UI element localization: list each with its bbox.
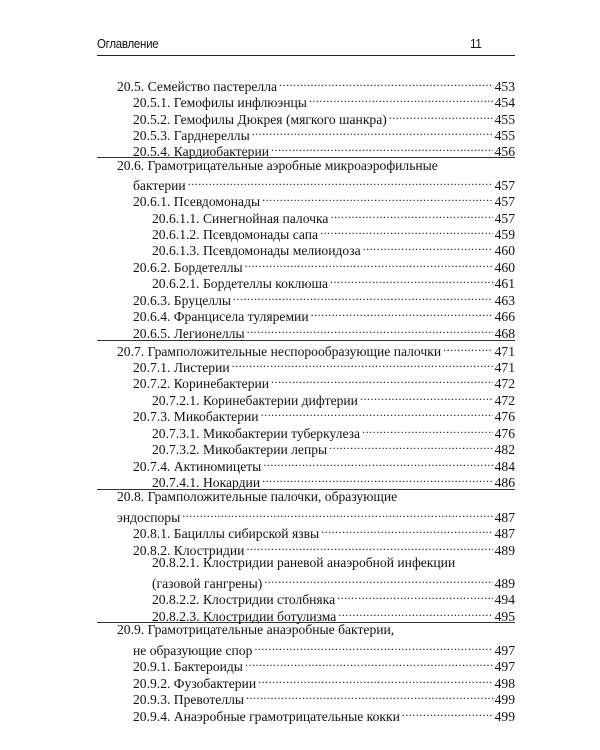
dot-leader — [279, 75, 493, 91]
toc-entry — [133, 256, 515, 275]
dot-leader — [263, 455, 492, 471]
dot-leader — [402, 705, 493, 721]
toc-entry — [152, 572, 515, 591]
toc-entry-title: 20.5.4. Кардиобактерии — [133, 144, 270, 159]
toc-entry-page: 463 — [494, 293, 515, 308]
toc-entry-page: 460 — [494, 260, 515, 275]
toc-entry-page: 489 — [494, 543, 515, 558]
toc-entry-page: 455 — [494, 128, 515, 143]
toc-entry-page: 453 — [494, 79, 515, 94]
section-separator — [97, 157, 515, 158]
toc-entry-title: 20.7.2.1. Коринебактерии дифтерии — [152, 393, 358, 408]
toc-entry-page: 455 — [494, 112, 515, 127]
toc-entry — [152, 223, 515, 242]
toc-entry-title: 20.6.3. Бруцеллы — [133, 293, 232, 308]
toc-entry — [133, 455, 515, 474]
toc-entry-title: 20.8.2. Клостридии — [133, 543, 245, 558]
toc-entry — [133, 672, 515, 691]
dot-leader — [233, 289, 493, 305]
dot-leader — [232, 356, 493, 372]
toc-entry-title: 20.6.1.3. Псевдомонады мелиоидоза — [152, 243, 361, 258]
toc-entry-page: 497 — [494, 643, 515, 658]
toc-entry-title: 20.8.2.2. Клостридии столбняка — [152, 592, 336, 607]
toc-entry-title: 20.7.4.1. Нокардии — [152, 475, 261, 490]
dot-leader — [338, 605, 492, 621]
toc-entry-page: 476 — [494, 409, 515, 424]
toc-entry-title: 20.7.3.1. Микобактерии туберкулеза — [152, 426, 361, 441]
toc-entry-title: 20.6.1.2. Псевдомонады сапа — [152, 227, 319, 242]
toc-entry-title: 20.9.1. Бактероиды — [133, 659, 243, 674]
dot-leader — [443, 340, 493, 356]
toc-entry-title: 20.7.3.2. Микобактерии лепры — [152, 442, 328, 457]
dot-leader — [389, 108, 493, 124]
toc-entry — [133, 372, 515, 391]
toc-entry-page: 471 — [494, 360, 515, 375]
dot-leader — [330, 272, 493, 288]
toc-entry — [117, 75, 515, 94]
dot-leader — [362, 422, 493, 438]
toc-entry-page: 476 — [494, 426, 515, 441]
section-separator — [97, 340, 515, 341]
toc-entry-title: не образующие спор — [133, 643, 253, 658]
dot-leader — [246, 539, 492, 555]
dot-leader — [311, 305, 493, 321]
toc-entry-title: 20.7.3. Микобактерии — [133, 409, 259, 424]
toc-entry — [152, 471, 515, 490]
dot-leader — [261, 405, 493, 421]
toc-entry — [133, 305, 515, 324]
toc-entry-page: 456 — [494, 144, 515, 159]
toc-entry-page: 457 — [494, 178, 515, 193]
running-header — [97, 37, 482, 51]
dot-leader — [246, 688, 493, 704]
toc-entry-page: 468 — [494, 326, 515, 341]
dot-leader — [262, 190, 492, 206]
dot-leader — [254, 639, 492, 655]
toc-entry — [133, 174, 515, 193]
toc-entry-page: 461 — [494, 276, 515, 291]
toc-entry — [133, 108, 515, 127]
toc-entry-title: 20.8.1. Бациллы сибирской язвы — [133, 526, 320, 541]
section-separator — [97, 489, 515, 490]
toc-heading-line: 20.6. Грамотрицательные аэробные микроаэрофильные — [117, 158, 438, 173]
toc-entry — [152, 389, 515, 408]
toc-entry-page: 472 — [494, 393, 515, 408]
dot-leader — [182, 506, 492, 522]
toc-entry-page: 459 — [494, 227, 515, 242]
toc-entry — [152, 207, 515, 226]
toc-entry — [133, 539, 515, 558]
toc-entry-page: 460 — [494, 243, 515, 258]
toc-entry-title: бактерии — [133, 178, 186, 193]
toc-entry — [152, 588, 515, 607]
toc-entry-page: 499 — [494, 709, 515, 724]
running-header-title: Оглавление — [97, 37, 159, 51]
toc-entry — [133, 322, 515, 341]
toc-entry — [133, 91, 515, 110]
dot-leader — [252, 124, 493, 140]
dot-leader — [188, 174, 493, 190]
toc-entry — [152, 422, 515, 441]
dot-leader — [245, 256, 493, 272]
dot-leader — [258, 672, 493, 688]
toc-entry — [133, 124, 515, 143]
toc-entry — [133, 655, 515, 674]
dot-leader — [247, 322, 493, 338]
toc-entry-title: 20.6.5. Легионеллы — [133, 326, 245, 341]
toc-entry — [152, 239, 515, 258]
toc-entry-title: эндоспоры — [117, 510, 181, 525]
toc-entry-title: 20.5. Семейство пастерелла — [117, 79, 278, 94]
toc-entry-title: 20.7.2. Коринебактерии — [133, 376, 270, 391]
toc-entry-title: 20.5.3. Гарднереллы — [133, 128, 250, 143]
toc-entry-page: 495 — [494, 609, 515, 624]
dot-leader — [321, 522, 492, 538]
toc-entry — [117, 340, 515, 359]
toc-entry — [133, 522, 515, 541]
dot-leader — [337, 588, 492, 604]
toc-entry-page: 499 — [494, 692, 515, 707]
toc-entry-page: 487 — [494, 526, 515, 541]
toc-heading-line: 20.9. Грамотрицательные анаэробные бактерии, — [117, 622, 395, 637]
dot-leader — [245, 655, 493, 671]
toc-entry-page: 494 — [494, 592, 515, 607]
toc-entry-title: 20.5.1. Гемофилы инфлюэнцы — [133, 95, 307, 110]
dot-leader — [264, 572, 492, 588]
dot-leader — [309, 91, 493, 107]
dot-leader — [363, 239, 493, 255]
toc-heading-line: 20.8.2.1. Клостридии раневой анаэробной инфекции — [152, 555, 456, 570]
toc-entry-title: 20.6.2.1. Бордетеллы коклюша — [152, 276, 328, 291]
toc-entry-title: 20.7.1. Листерии — [133, 360, 230, 375]
toc-entry-page: 472 — [494, 376, 515, 391]
toc-entry-title: 20.6.4. Францисела туляремии — [133, 309, 309, 324]
toc-entry-page: 487 — [494, 510, 515, 525]
dot-leader — [320, 223, 493, 239]
dot-leader — [271, 372, 493, 388]
section-separator — [97, 622, 515, 623]
toc-entry-title: 20.6.1.1. Синегнойная палочка — [152, 211, 329, 226]
toc-entry — [133, 356, 515, 375]
toc-entry — [133, 639, 515, 658]
toc-entry — [133, 289, 515, 308]
toc-entry — [133, 405, 515, 424]
toc-entry-title: 20.6.1. Псевдомонады — [133, 194, 261, 209]
toc-entry-title: 20.9.2. Фузобактерии — [133, 676, 257, 691]
toc-entry-page: 471 — [494, 344, 515, 359]
dot-leader — [262, 471, 493, 487]
toc-entry-title: 20.8.2.3. Клостридии ботулизма — [152, 609, 337, 624]
toc-entry-page: 484 — [494, 459, 515, 474]
toc-entry — [133, 190, 515, 209]
toc-entry-page: 482 — [494, 442, 515, 457]
toc-entry — [133, 140, 515, 159]
toc-entry-page: 489 — [494, 576, 515, 591]
toc-entry — [117, 506, 515, 525]
toc-entry-page: 486 — [494, 475, 515, 490]
toc-entry-page: 497 — [494, 659, 515, 674]
page-number: 11 — [470, 37, 482, 51]
toc-entry-title: 20.7.4. Актиномицеты — [133, 459, 262, 474]
toc-entry — [152, 272, 515, 291]
toc-entry-title: 20.7. Грамположительные неспорообразующие палочки — [117, 344, 442, 359]
dot-leader — [329, 438, 492, 454]
toc-entry-title: 20.6.2. Бордетеллы — [133, 260, 243, 275]
toc-entry-title: 20.9.4. Анаэробные грамотрицательные кокки — [133, 709, 400, 724]
toc-entry-page: 466 — [494, 309, 515, 324]
toc-entry-title: 20.5.2. Гемофилы Дюкрея (мягкого шанкра) — [133, 112, 387, 127]
toc-entry — [133, 688, 515, 707]
toc-heading-line: 20.8. Грамположительные палочки, образующие — [117, 489, 398, 504]
toc-entry — [133, 705, 515, 724]
toc-entry-title: (газовой гангрены) — [152, 576, 263, 591]
header-rule — [97, 55, 515, 56]
dot-leader — [330, 207, 492, 223]
toc-entry-page: 457 — [494, 194, 515, 209]
toc-entry-page: 457 — [494, 211, 515, 226]
toc-entry — [152, 438, 515, 457]
toc-entry-title: 20.9.3. Превотеллы — [133, 692, 245, 707]
toc-entry — [152, 605, 515, 624]
dot-leader — [271, 140, 493, 156]
dot-leader — [360, 389, 493, 405]
toc-entry-page: 454 — [494, 95, 515, 110]
toc-entry-page: 498 — [494, 676, 515, 691]
